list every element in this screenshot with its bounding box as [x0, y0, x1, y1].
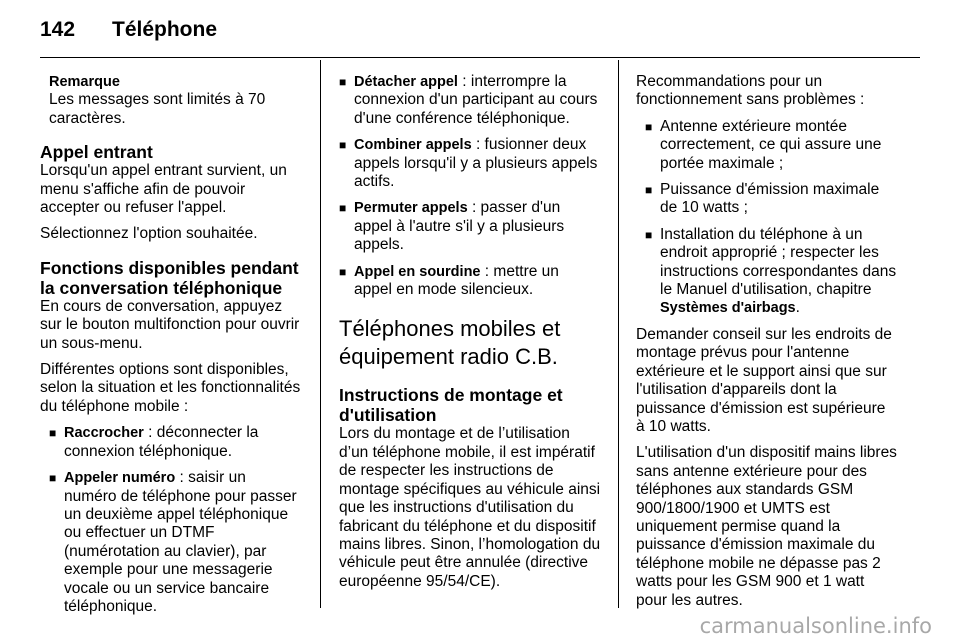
list-item-term: Appeler numéro [64, 470, 176, 487]
list-item-term: Appel en sourdine [354, 263, 481, 280]
list-item-text: : mettre un appel en mode silencieux. [354, 262, 559, 299]
watermark: carmanualsonline.info [699, 614, 932, 638]
note-title: Remarque [49, 74, 120, 90]
list-item-tail: . [795, 299, 800, 317]
page-header [40, 18, 217, 48]
list-item-term: Détacher appel [354, 74, 458, 90]
list-item-text: Installation du téléphone à un endroit approprié ; respecter les instructions correspondantes dans le Manuel d'utilisation, chapitre [660, 225, 897, 299]
list-item-term: Combiner appels [354, 137, 472, 154]
function-list-1 [40, 424, 302, 616]
list-item-text: : déconnecter la connexion téléphonique. [64, 424, 259, 460]
heading-functions: Fonctions disponibles pendant la conversation téléphonique [40, 257, 299, 298]
list-item-term: Systèmes d'airbags [660, 300, 796, 317]
paragraph-incoming: Lorsqu'un appel entrant survient, un menu s'affiche afin de pouvoir accepter ou refuser l'appel. [40, 162, 287, 217]
paragraph-handsfree: L'utilisation d'un dispositif mains libres sans antenne extérieure pour des téléphones aux standards GSM 900/1800/1900 et UMTS est uniquement permise quand la puissance d'émission maximale du téléphone mobile ne dépasse pas 2 watts pour les GSM 900 et 1 watt pour les autres. [636, 444, 897, 609]
heading-incoming-call: Appel entrant [40, 142, 153, 163]
list-item-term: Raccrocher [64, 425, 144, 442]
list-item-term: Permuter appels [354, 200, 468, 217]
column-1 [40, 73, 302, 624]
list-item [645, 226, 898, 318]
list-item [339, 73, 601, 128]
paragraph-recommendations: Recommandations pour un fonctionnement sans problèmes : [636, 73, 865, 109]
paragraph-select: Sélectionnez l'option souhaitée. [40, 225, 258, 243]
paragraph-advice: Demander conseil sur les endroits de montage prévus pour l'antenne extérieure et le support ainsi que sur l'utilisation d'appareils dont la puissance d'émission est supérieure à 10 watts. [636, 325, 892, 435]
chapter-title: Téléphone [112, 18, 218, 41]
list-item [339, 199, 601, 254]
list-item-text: : passer d'un appel à l'autre s'il y a plusieurs appels. [354, 199, 565, 254]
list-item-text: : interrompre la connexion d'un participant au cours d'une conférence téléphonique. [354, 73, 598, 127]
column-2 [339, 73, 601, 599]
heading-instructions: Instructions de montage et d'utilisation [339, 385, 563, 426]
list-item [49, 469, 302, 616]
column-divider-1 [320, 60, 321, 608]
list-item [339, 263, 601, 300]
list-item [339, 136, 601, 191]
heading-mobile-phones: Téléphones mobiles et équipement radio C.B. [339, 316, 561, 370]
function-list-2 [339, 73, 601, 299]
list-item [645, 118, 898, 173]
column-3 [636, 73, 898, 618]
list-item-text: Puissance d'émission maximale de 10 watts ; [660, 181, 880, 217]
page-number: 142 [40, 18, 76, 41]
list-item [645, 181, 898, 218]
list-item [49, 424, 302, 461]
list-item-text: Antenne extérieure montée correctement, ce qui assure une portée maximale ; [660, 117, 882, 172]
header-rule [40, 57, 920, 58]
column-divider-2 [618, 60, 619, 608]
note-text: Les messages sont limités à 70 caractères. [49, 91, 266, 127]
list-item-text: : fusionner deux appels lorsqu'il y a plusieurs appels actifs. [354, 136, 598, 191]
recommendation-list [636, 118, 898, 318]
paragraph-options: Différentes options sont disponibles, selon la situation et les fonctionnalités du téléphone mobile : [40, 361, 301, 415]
paragraph-instructions: Lors du montage et de l’utilisation d’un téléphone mobile, il est impératif de respecter les instructions de montage spécifiques au véhicule ainsi que les instructions d'utilisation du fabricant du téléphone et du dispositif mains libres. Sinon, l’homologation du véhicule peut être annulée (directive européenne 95/54/CE). [339, 425, 601, 590]
list-item-text: : saisir un numéro de téléphone pour passer un deuxième appel téléphonique ou effectuer un DTMF (numérotation au clavier), par exemple pour une messagerie vocale ou un service bancaire téléphonique. [64, 469, 297, 615]
note-box [40, 73, 302, 128]
paragraph-during-call: En cours de conversation, appuyez sur le bouton multifonction pour ouvrir un sous-menu. [40, 297, 300, 352]
